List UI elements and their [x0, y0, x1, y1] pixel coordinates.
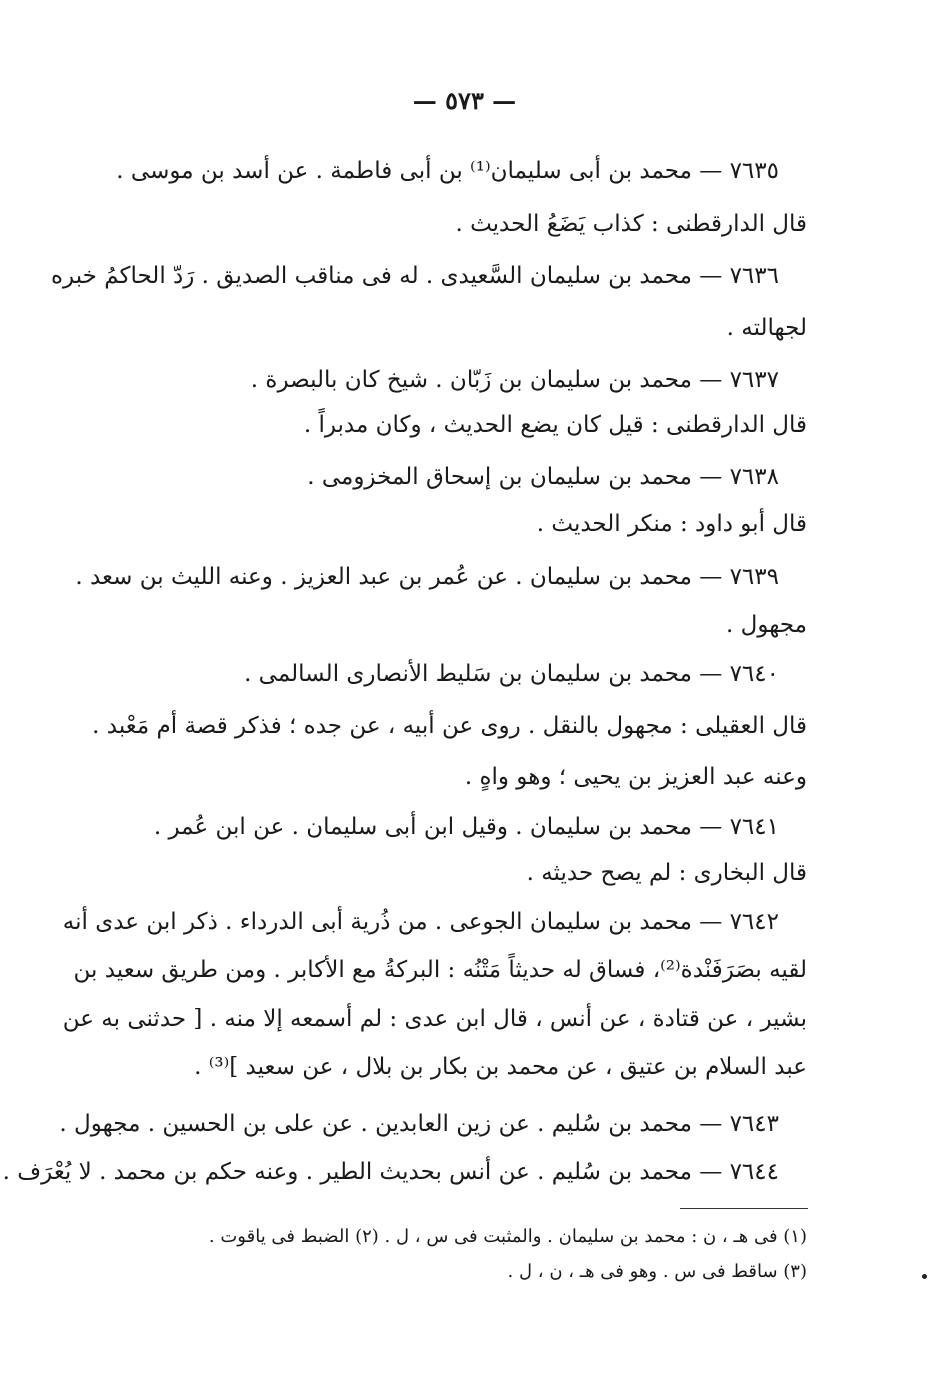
entry-7635: ٧٦٣٥ — محمد بن أبى سليمان⁽¹⁾ بن أبى فاطمة . عن أسد بن موسى . — [116, 158, 779, 184]
entry-7642-cont-1: لقيه بصَرَفَنْدة⁽²⁾، فساق له حديثاً مَتْنُه : البركةُ مع الأكابر . ومن طريق سعيد بن — [73, 957, 807, 983]
entry-7642-cont-3: عبد السلام بن عتيق ، عن محمد بن بكار بن بلال ، عن سعيد ]⁽³⁾ . — [194, 1054, 807, 1080]
entry-7642-cont-2: بشير ، عن قتادة ، عن أنس ، قال ابن عدى : لم أسمعه إلا منه . [ حدثنى به عن — [62, 1006, 807, 1032]
entry-7641: ٧٦٤١ — محمد بن سليمان . وقيل ابن أبى سليمان . عن ابن عُمر . — [153, 814, 779, 840]
scan-speck — [922, 1274, 927, 1279]
entry-7638: ٧٦٣٨ — محمد بن سليمان بن إسحاق المخزومى . — [307, 464, 779, 490]
entry-7636: ٧٦٣٦ — محمد بن سليمان السَّعيدى . له فى مناقب الصديق . رَدّ الحاكمُ خبره — [50, 263, 779, 289]
entry-7642: ٧٦٤٢ — محمد بن سليمان الجوعى . من ذُرية أبى الدرداء . ذكر ابن عدى أنه — [62, 909, 779, 935]
entry-7637-comment: قال الدارقطنى : قيل كان يضع الحديث ، وكان مدبراً . — [303, 412, 807, 438]
footnote-1-2: (١) فى هـ ، ن : محمد بن سليمان . والمثبت فى س ، ل . (٢) الضبط فى ياقوت . — [208, 1226, 807, 1247]
entry-7643: ٧٦٤٣ — محمد بن سُليم . عن زين العابدين . عن على بن الحسين . مجهول . — [59, 1111, 779, 1137]
footnote-3: (٣) ساقط فى س . وهو فى هـ ، ن ، ل . — [507, 1261, 807, 1282]
entry-7640-cont: وعنه عبد العزيز بن يحيى ؛ وهو واهٍ . — [464, 764, 807, 790]
entry-7640: ٧٦٤٠ — محمد بن سليمان بن سَليط الأنصارى السالمى . — [244, 661, 779, 687]
entry-7638-comment: قال أبو داود : منكر الحديث . — [536, 511, 807, 537]
entry-7639-cont: مجهول . — [726, 612, 807, 638]
entry-7639: ٧٦٣٩ — محمد بن سليمان . عن عُمر بن عبد العزيز . وعنه الليث بن سعد . — [75, 564, 779, 590]
entry-7644: ٧٦٤٤ — محمد بن سُليم . عن أنس بحديث الطير . وعنه حكم بن محمد . لا يُعْرَف . — [2, 1159, 779, 1185]
entry-7635-comment: قال الدارقطنى : كذاب يَضَعُ الحديث . — [455, 211, 807, 237]
page-number: — ٥٧٣ — — [412, 86, 517, 115]
entry-7641-comment: قال البخارى : لم يصح حديثه . — [526, 860, 807, 886]
entry-7637: ٧٦٣٧ — محمد بن سليمان بن زَبّان . شيخ كان بالبصرة . — [250, 367, 779, 393]
footnote-rule — [680, 1208, 808, 1209]
entry-7636-cont: لجهالته . — [726, 315, 807, 341]
entry-7640-comment: قال العقيلى : مجهول بالنقل . روى عن أبيه ، عن جده ؛ فذكر قصة أم مَعْبد . — [92, 713, 807, 739]
